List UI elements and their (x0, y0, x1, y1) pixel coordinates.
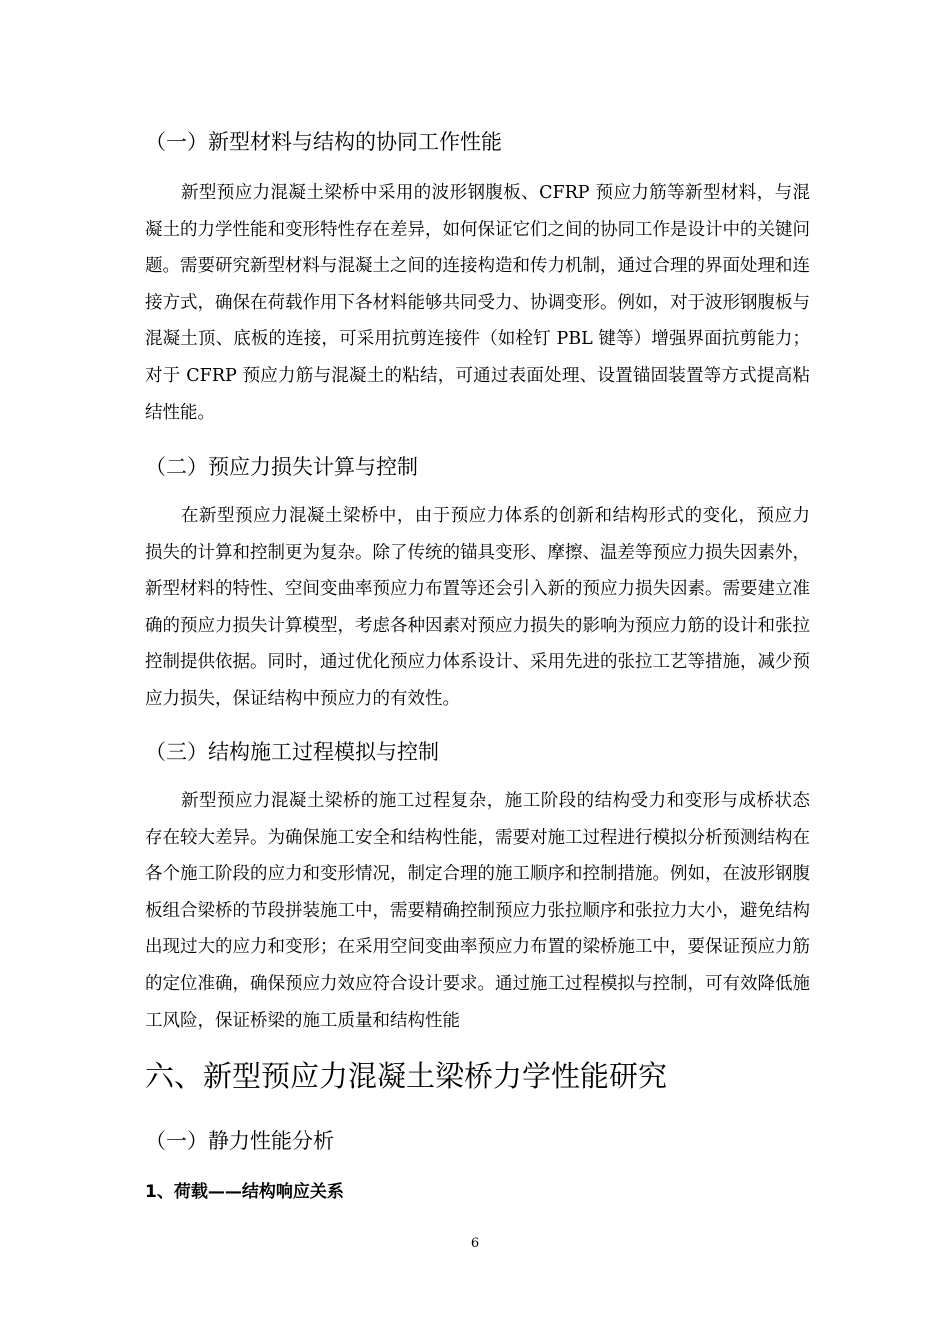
section-heading-2: （二）预应力损失计算与控制 (145, 455, 418, 479)
section-paragraph-2: 在新型预应力混凝土梁桥中，由于预应力体系的创新和结构形式的变化，预应力损失的计算和控制更为复杂。除了传统的锚具变形、摩擦、温差等预应力损失因素外，新型材料的特性、空间变曲率预应力布置等还会引入新的预应力损失因素。需要建立准确的预应力损失计算模型，考虑各种因素对预应力损失的影响为预应力筋的设计和张拉控制提供依据。同时，通过优化预应力体系设计、采用先进的张拉工艺等措施，减少预应力损失，保证结构中预应力的有效性。 (145, 506, 810, 709)
section-paragraph-1: 新型预应力混凝土梁桥中采用的波形钢腹板、CFRP 预应力筋等新型材料，与混凝土的力学性能和变形特性存在差异，如何保证它们之间的协同工作是设计中的关键问题。需要研究新型材料与混凝土之间的连接构造和传力机制，通过合理的界面处理和连接方式，确保在荷载作用下各材料能够共同受力、协调变形。例如，对于波形钢腹板与混凝土顶、底板的连接，可采用抗剪连接件（如栓钉 PBL 键等）增强界面抗剪能力；对于 CFRP 预应力筋与混凝土的粘结，可通过表面处理、设置锚固装置等方式提高粘结性能。 (145, 183, 810, 423)
chapter-heading: 六、新型预应力混凝土梁桥力学性能研究 (145, 1059, 668, 1093)
section-heading-3: （三）结构施工过程模拟与控制 (145, 740, 439, 764)
page-number: 6 (470, 1236, 480, 1251)
sub-section-heading: （一）静力性能分析 (145, 1129, 334, 1153)
item-heading: 1、荷载——结构响应关系 (145, 1182, 344, 1202)
section-heading-1: （一）新型材料与结构的协同工作性能 (145, 130, 502, 154)
section-paragraph-3: 新型预应力混凝土梁桥的施工过程复杂，施工阶段的结构受力和变形与成桥状态存在较大差异。为确保施工安全和结构性能，需要对施工过程进行模拟分析预测结构在各个施工阶段的应力和变形情况，制定合理的施工顺序和控制措施。例如，在波形钢腹板组合梁桥的节段拼装施工中，需要精确控制预应力张拉顺序和张拉力大小，避免结构出现过大的应力和变形；在采用空间变曲率预应力布置的梁桥施工中，要保证预应力筋的定位准确，确保预应力效应符合设计要求。通过施工过程模拟与控制，可有效降低施工风险，保证桥梁的施工质量和结构性能 (145, 791, 810, 1031)
